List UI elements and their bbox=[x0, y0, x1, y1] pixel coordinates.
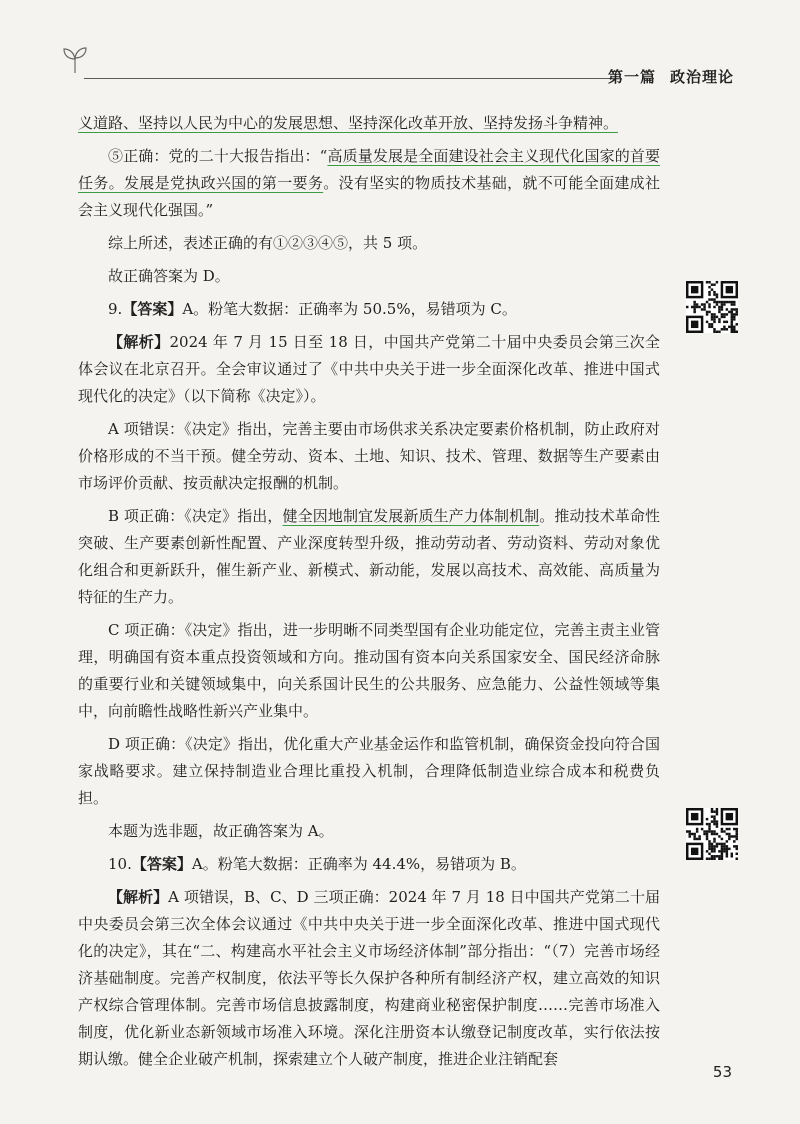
text-segment: C 项正确：《决定》指出，进一步明晰不同类型国有企业功能定位，完善主责主业管理，明确国有资本重点投资领域和方向。推动国有资本向关系国家安全、国民经济命脉的重要行业和关键领域集中，向关系国计民生的公共服务、应急能力、公益性领域等集中，向前瞻性战略性新兴产业集中。 bbox=[78, 621, 660, 720]
text-segment: 故正确答案为 D。 bbox=[108, 267, 230, 285]
paragraph bbox=[78, 617, 660, 725]
text-segment: A。粉笔大数据：正确率为 44.4%，易错项为 B。 bbox=[191, 855, 526, 873]
paragraph bbox=[78, 230, 660, 257]
text-segment: A。粉笔大数据：正确率为 50.5%，易错项为 C。 bbox=[182, 300, 517, 318]
paragraph bbox=[78, 731, 660, 812]
chapter-title bbox=[608, 66, 734, 87]
paragraph bbox=[78, 110, 660, 137]
text-segment: A 项错误：《决定》指出，完善主要由市场供求关系决定要素价格机制，防止政府对价格形成的不当干预。健全劳动、资本、土地、知识、技术、管理、数据等生产要素由市场评价贡献、按贡献决定报酬的机制。 bbox=[78, 420, 660, 492]
header-divider bbox=[84, 78, 612, 79]
text-segment: 2024 年 7 月 15 日至 18 日，中国共产党第二十届中央委员会第三次全体会议在北京召开。全会审议通过了《中共中央关于进一步全面深化改革、推进中国式现代化的决定》（以下简称《决定》）。 bbox=[78, 333, 660, 405]
underlined-text: 高质量发展是全面建设社会主义现代化国家的首要任务。发展是党执政兴国的第一要务 bbox=[78, 147, 660, 192]
qr-code-icon[interactable] bbox=[686, 808, 738, 860]
text-segment: D 项正确：《决定》指出，优化重大产业基金运作和监管机制，确保资金投向符合国家战略要求。建立保持制造业合理比重投入机制，合理降低制造业综合成本和税费负担。 bbox=[78, 735, 660, 807]
text-segment: 9. bbox=[108, 300, 123, 318]
text-segment: A 项错误，B、C、D 三项正确：2024 年 7 月 18 日中国共产党第二十届中央委员会第三次全体会议通过《中共中央关于进一步全面深化改革、推进中国式现代化的决定》，其在“二、构建高水平社会主义市场经济体制”部分指出：“（7）完善市场经济基础制度。完善产权制度，依法平等长久保护各种所有制经济产权，建立高效的知识产权综合管理体制。完善市场信息披露制度，构建商业秘密保护制度……完善市场准入制度，优化新业态新领域市场准入环境。深化注册资本认缴登记制度改革，实行依法按期认缴。健全企业破产机制，探索建立个人破产制度，推进企业注销配套 bbox=[78, 888, 660, 1068]
page-number: 53 bbox=[712, 1063, 732, 1081]
section-tag: 【解析】 bbox=[108, 333, 170, 351]
part-label: 第一篇 bbox=[607, 68, 656, 86]
paragraph bbox=[78, 296, 660, 323]
text-segment: B 项正确：《决定》指出， bbox=[108, 507, 283, 525]
section-label: 政治理论 bbox=[669, 68, 734, 86]
text-segment: 综上所述，表述正确的有①②③④⑤，共 5 项。 bbox=[108, 234, 428, 252]
text-segment: 本题为选非题，故正确答案为 A。 bbox=[108, 822, 334, 840]
paragraph bbox=[78, 143, 660, 224]
paragraph bbox=[78, 263, 660, 290]
paragraph bbox=[78, 416, 660, 497]
section-tag: 【答案】 bbox=[122, 300, 183, 318]
paragraph bbox=[78, 503, 660, 611]
text-segment: 10. bbox=[108, 855, 132, 873]
underlined-text: 健全因地制宜发展新质生产力体制机制 bbox=[282, 507, 540, 525]
text-segment: 。没有坚实的物质技术基础，就不可能全面建成社会主义现代化强国。” bbox=[78, 174, 660, 219]
page-header bbox=[0, 0, 800, 100]
body-text bbox=[78, 110, 660, 1079]
paragraph bbox=[78, 818, 660, 845]
paragraph bbox=[78, 884, 660, 1073]
text-segment: 。推动技术革命性突破、生产要素创新性配置、产业深度转型升级，推动劳动者、劳动资料、劳动对象优化组合和更新跃升，催生新产业、新模式、新动能，发展以高技术、高效能、高质量为特征的生产力。 bbox=[78, 507, 660, 606]
underlined-text: 义道路、坚持以人民为中心的发展思想、坚持深化改革开放、坚持发扬斗争精神。 bbox=[78, 114, 619, 132]
sprout-leaf-icon bbox=[62, 46, 88, 74]
qr-code-icon[interactable] bbox=[686, 281, 738, 333]
section-tag: 【答案】 bbox=[131, 855, 192, 873]
paragraph bbox=[78, 329, 660, 410]
section-tag: 【解析】 bbox=[108, 888, 169, 906]
paragraph bbox=[78, 851, 660, 878]
text-segment: ⑤正确：党的二十大报告指出：“ bbox=[108, 147, 328, 165]
